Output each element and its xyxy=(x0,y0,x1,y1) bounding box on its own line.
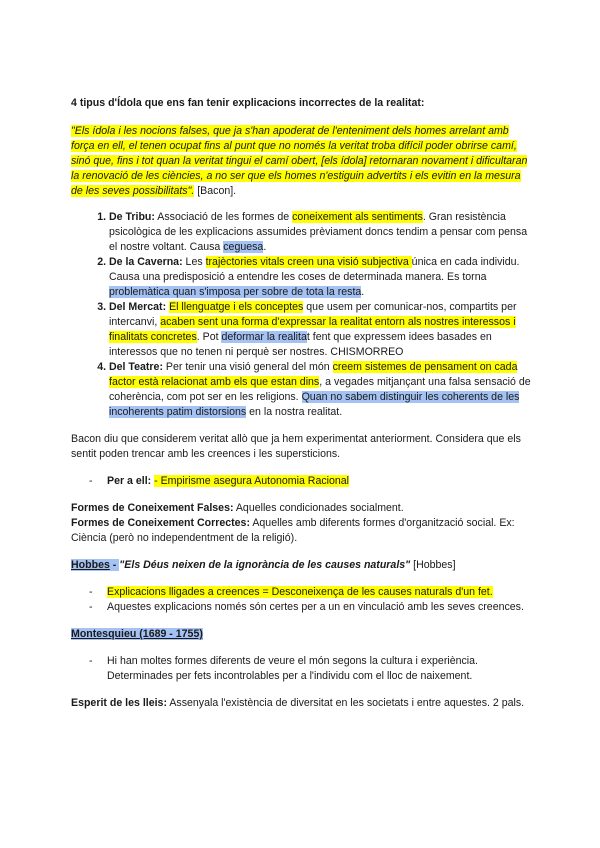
section-title: 4 tipus d'Ídola que ens fan tenir explicacions incorrectes de la realitat: xyxy=(71,97,425,109)
hobbes-heading: Hobbes - "Els Déus neixen de la ignorància de les causes naturals" [Hobbes] xyxy=(71,559,456,571)
per-a-ell-item: - Per a ell: - Empirisme asegura Autonomia Racional xyxy=(89,475,350,487)
idola-item-tribu: 1. De Tribu: Associació de les formes de coneixement als sentiments. Gran resistència psicològica de les explicacions assumides prèviament doncs tendim a pensar com pensa el nostre voltant. Causa ceguesa. xyxy=(109,210,531,255)
formes-correctes: Formes de Coneixement Correctes: Aquelles amb diferents formes d'organització social. Ex: Ciència (però no independentment de la religió). xyxy=(71,517,515,544)
per-a-ell-list xyxy=(71,474,531,489)
esperit-de-les-lleis: Esperit de les lleis: Assenyala l'existència de diversitat en les societats i entre aquestes. 2 pals. xyxy=(71,697,525,709)
bacon-quote-text: "Els ídola i les nocions falses, que ja s'han apoderat de l'enteniment dels homes arrelant amb força en ell, el tenen ocupat fins al punt que no només la veritat troba difícil poder obrirse camí, sinó que, fins i tot quan la veritat tingui el camí obert, [els ídola] retornaran novament i dificultaran la renovació de les ciències, a no ser que els homes n'estiguin advertits i els evitin en la mesura de les seves possibilitats". xyxy=(71,125,528,197)
montesquieu-list xyxy=(71,654,531,684)
list-item: - Hi han moltes formes diferents de veure el món segons la cultura i experiència. Determinades per fets incontrolables per a l'individu com el lloc de naixement. xyxy=(89,655,478,682)
hobbes-name: Hobbes xyxy=(71,559,110,571)
idola-item-caverna: 2. De la Caverna: Les trajèctories vitals creen una visió subjectiva única en cada individu. Causa una predisposició a entendre les coses de determinada manera. Es torna problemàtica quan s'imposa per sobre de tota la resta. xyxy=(109,255,531,300)
list-item: - Aquestes explicacions només són certes per a un en vinculació amb les seves creences. xyxy=(89,601,524,613)
idola-item-mercat: 3. Del Mercat: El llenguatge i els conceptes que usem per comunicar-nos, compartits per intercanvi, acaben sent una forma d'expressar la realitat entorn als nostres interessos i finalitats concretes. Pot deformar la realitat fent que expressem idees basades en interessos que no tenen ni perquè ser nostres. CHISMORREO xyxy=(109,300,531,360)
hobbes-list xyxy=(71,585,531,615)
bacon-paragraph: Bacon diu que considerem veritat allò que ja hem experimentat anteriorment. Considera que els sentit poden trencar amb les creences i les supersticions. xyxy=(71,433,521,460)
document-page xyxy=(71,96,531,711)
formes-falses: Formes de Coneixement Falses: Aquelles condicionades socialment. xyxy=(71,502,404,514)
list-item: - Explicacions lligades a creences = Desconeixença de les causes naturals d'un fet. xyxy=(89,586,493,598)
bacon-quote-source: [Bacon]. xyxy=(194,185,237,197)
idola-list xyxy=(71,210,531,420)
bacon-quote xyxy=(71,124,531,199)
montesquieu-heading: Montesquieu (1689 - 1755) xyxy=(71,628,203,640)
idola-item-teatre: 4. Del Teatre: Per tenir una visió general del món creem sistemes de pensament on cada factor està relacionat amb els que estan dins, a vegades mitjançant una falsa sensació de coherència, com pot ser en les religions. Quan no sabem distinguir les coherents de les incoherents patim distorsions en la nostra realitat. xyxy=(109,360,531,420)
